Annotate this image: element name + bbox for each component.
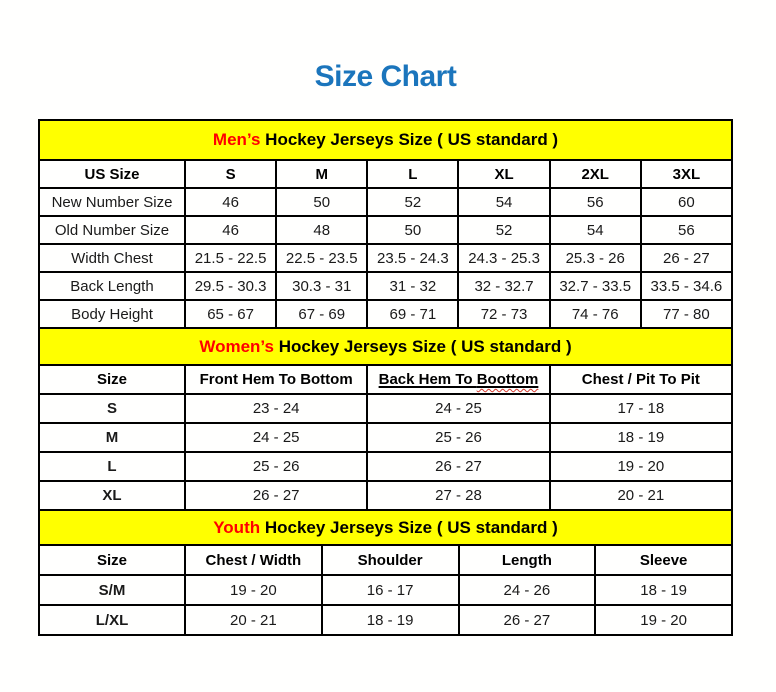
mens-banner-highlight: Men’s [212, 130, 261, 149]
size-tables [38, 119, 733, 636]
table-cell: 56 [641, 216, 732, 244]
womens-banner-row [39, 328, 732, 365]
table-cell: 74 - 76 [550, 300, 641, 328]
table-cell: 25 - 26 [367, 423, 549, 452]
row-label: S/M [39, 575, 185, 605]
womens-col-header: Front Hem To Bottom [185, 365, 367, 394]
table-cell: 50 [367, 216, 458, 244]
table-cell: 24 - 26 [459, 575, 596, 605]
table-cell: 54 [550, 216, 641, 244]
table-cell: 26 - 27 [185, 481, 367, 510]
table-cell: 31 - 32 [367, 272, 458, 300]
table-cell: 24 - 25 [367, 394, 549, 423]
table-cell: 19 - 20 [595, 605, 732, 635]
table-cell: 25.3 - 26 [550, 244, 641, 272]
table-cell: 22.5 - 23.5 [276, 244, 367, 272]
youth-col-header: Size [39, 545, 185, 575]
table-cell: 24.3 - 25.3 [458, 244, 549, 272]
table-row [39, 423, 732, 452]
table-cell: 18 - 19 [595, 575, 732, 605]
row-label: S [39, 394, 185, 423]
table-cell: 67 - 69 [276, 300, 367, 328]
womens-size-table [38, 327, 733, 511]
table-row [39, 244, 732, 272]
table-cell: 72 - 73 [458, 300, 549, 328]
table-cell: 50 [276, 188, 367, 216]
table-row [39, 300, 732, 328]
table-cell: 26 - 27 [459, 605, 596, 635]
table-cell: 16 - 17 [322, 575, 459, 605]
youth-col-header: Length [459, 545, 596, 575]
mens-banner [39, 120, 732, 160]
row-label: Back Length [39, 272, 185, 300]
womens-banner-text: Hockey Jerseys Size ( US standard ) [273, 336, 572, 356]
table-cell: 46 [185, 216, 276, 244]
row-label: L/XL [39, 605, 185, 635]
table-cell: 32.7 - 33.5 [550, 272, 641, 300]
table-cell: 19 - 20 [550, 452, 732, 481]
table-cell: 18 - 19 [322, 605, 459, 635]
womens-banner-highlight: Women’s [199, 336, 274, 356]
table-row [39, 394, 732, 423]
row-label: M [39, 423, 185, 452]
table-cell: 69 - 71 [367, 300, 458, 328]
table-cell: 18 - 19 [550, 423, 732, 452]
table-cell: 52 [458, 216, 549, 244]
table-row [39, 575, 732, 605]
table-cell: 56 [550, 188, 641, 216]
youth-col-header: Chest / Width [185, 545, 322, 575]
table-cell: 27 - 28 [367, 481, 549, 510]
womens-banner [39, 328, 732, 365]
table-cell: 46 [185, 188, 276, 216]
mens-banner-text: Hockey Jerseys Size ( US standard ) [260, 130, 559, 149]
mens-header-row [39, 160, 732, 188]
row-label: Body Height [39, 300, 185, 328]
row-label: XL [39, 481, 185, 510]
table-row [39, 452, 732, 481]
table-cell: 24 - 25 [185, 423, 367, 452]
youth-banner [39, 510, 732, 545]
youth-col-header: Sleeve [595, 545, 732, 575]
table-cell: 77 - 80 [641, 300, 732, 328]
mens-col-header: US Size [39, 160, 185, 188]
table-cell: 48 [276, 216, 367, 244]
table-cell: 23.5 - 24.3 [367, 244, 458, 272]
header-text: Back Hem To [378, 371, 477, 388]
row-label: Width Chest [39, 244, 185, 272]
table-cell: 30.3 - 31 [276, 272, 367, 300]
table-cell: 26 - 27 [367, 452, 549, 481]
row-label: L [39, 452, 185, 481]
page-title: Size Chart [314, 60, 457, 93]
youth-banner-text: Hockey Jerseys Size ( US standard ) [260, 517, 558, 537]
mens-col-header: S [185, 160, 276, 188]
mens-col-header: XL [458, 160, 549, 188]
table-cell: 17 - 18 [550, 394, 732, 423]
row-label: Old Number Size [39, 216, 185, 244]
table-cell: 20 - 21 [550, 481, 732, 510]
youth-banner-highlight: Youth [213, 517, 261, 537]
table-cell: 19 - 20 [185, 575, 322, 605]
mens-col-header: M [276, 160, 367, 188]
table-cell: 23 - 24 [185, 394, 367, 423]
table-cell: 26 - 27 [641, 244, 732, 272]
table-row [39, 216, 732, 244]
mens-col-header: 2XL [550, 160, 641, 188]
table-row [39, 605, 732, 635]
youth-size-table [38, 509, 733, 636]
underlined-header [379, 371, 539, 388]
table-cell: 20 - 21 [185, 605, 322, 635]
mens-banner-row [39, 120, 732, 160]
table-cell: 29.5 - 30.3 [185, 272, 276, 300]
table-cell: 60 [641, 188, 732, 216]
table-cell: 21.5 - 22.5 [185, 244, 276, 272]
mens-col-header: 3XL [641, 160, 732, 188]
table-cell: 33.5 - 34.6 [641, 272, 732, 300]
mens-size-table [38, 119, 733, 329]
row-label: New Number Size [39, 188, 185, 216]
table-row [39, 188, 732, 216]
table-cell: 65 - 67 [185, 300, 276, 328]
youth-header-row [39, 545, 732, 575]
table-cell: 54 [458, 188, 549, 216]
youth-col-header: Shoulder [322, 545, 459, 575]
womens-col-header: Size [39, 365, 185, 394]
table-row [39, 481, 732, 510]
misspelled-word: Boottom [476, 371, 539, 388]
womens-col-header [367, 365, 549, 394]
mens-col-header: L [367, 160, 458, 188]
table-row [39, 272, 732, 300]
womens-header-row [39, 365, 732, 394]
table-cell: 32 - 32.7 [458, 272, 549, 300]
womens-col-header: Chest / Pit To Pit [550, 365, 732, 394]
table-cell: 25 - 26 [185, 452, 367, 481]
youth-banner-row [39, 510, 732, 545]
table-cell: 52 [367, 188, 458, 216]
